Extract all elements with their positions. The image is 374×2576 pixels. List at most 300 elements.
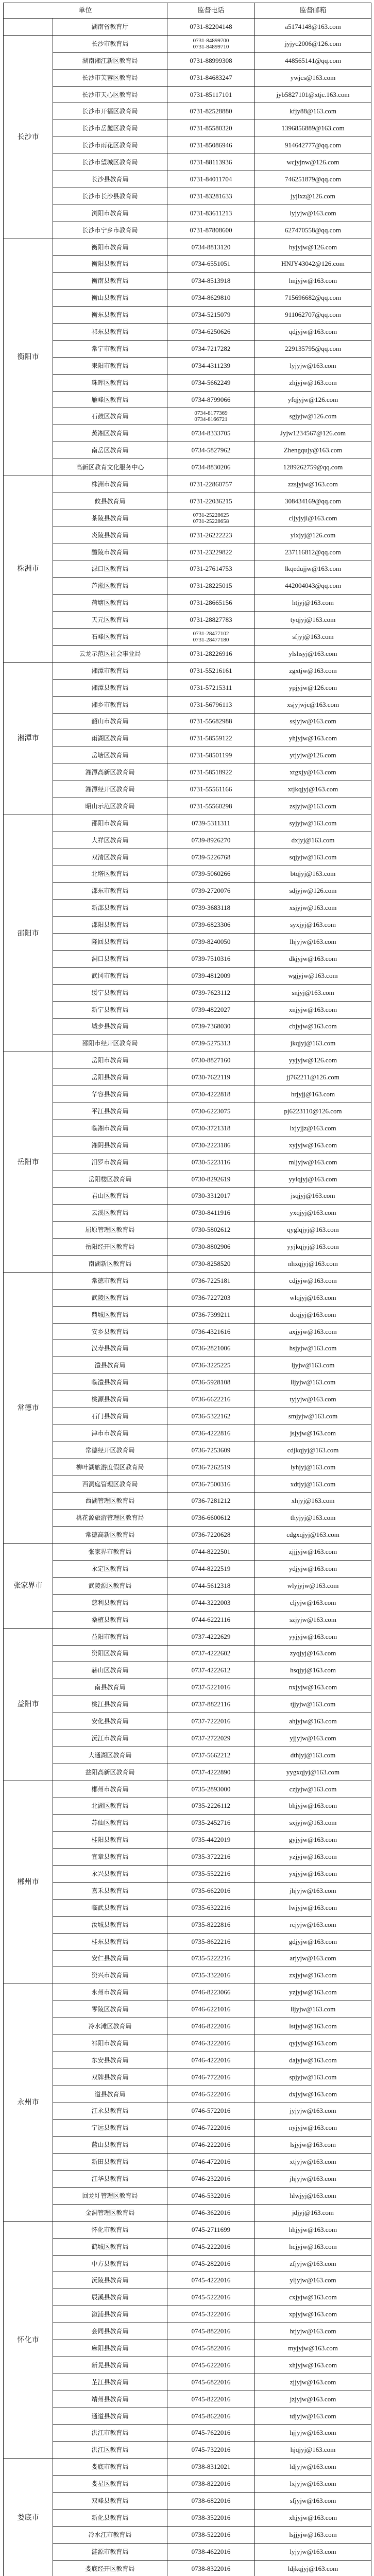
phone-cell: 0745-7622016 [167,2425,255,2442]
email-cell: zjjjyjw@163.com [255,1544,371,1561]
phone-cell: 0739-3683118 [167,900,255,917]
table-row [4,1832,371,1849]
email-cell: lsjyjw@163.com [255,2137,371,2154]
email-cell: wcjyjnw@126.com [255,154,371,171]
phone-cell: 0734-6551051 [167,256,255,273]
table-row [4,1425,371,1442]
phone-cell: 0737-5221016 [167,1679,255,1696]
table-row [4,2526,371,2543]
table-row [4,239,371,256]
email-cell: jyjyc2006@126.com [255,35,371,52]
phone-cell: 0746-3222016 [167,2035,255,2052]
table-row [4,1645,371,1662]
phone-cell: 0737-2722029 [167,1730,255,1747]
unit-cell: 洪江区教育局 [53,2442,167,2459]
phone-cell: 0739-5226768 [167,849,255,866]
email-cell: lkqedujjw@163.com [255,561,371,578]
table-row [4,2459,371,2476]
phone-cell: 0731-57215311 [167,679,255,696]
unit-cell: 桂东县教育局 [53,1933,167,1950]
email-cell: zgxtjw@163.com [255,662,371,679]
table-row [4,544,371,561]
phone-cell: 0746-5222016 [167,2086,255,2103]
unit-cell: 大通湖区教育局 [53,1747,167,1764]
supervision-contact-table [3,3,371,2576]
table-row [4,1120,371,1137]
header-email: 监督邮箱 [255,3,371,19]
unit-cell: 洞口县教育局 [53,950,167,967]
table-row [4,408,371,425]
phone-cell: 0731-22860757 [167,476,255,493]
table-row [4,154,371,171]
phone-cell: 0745-8622016 [167,2408,255,2425]
table-row [4,1916,371,1933]
email-cell: qyglqjyj@163.com [255,1222,371,1239]
phone-cell: 0731-88113936 [167,154,255,171]
unit-cell: 常宁市教育局 [53,340,167,357]
phone-cell: 0735-8622216 [167,1933,255,1950]
table-row [4,1256,371,1273]
table-row [4,1950,371,1967]
unit-cell: 湘潭市教育局 [53,662,167,679]
email-cell: wgjyjw@163.com [255,967,371,984]
unit-cell: 雨湖区教育局 [53,730,167,747]
email-cell: lyjyjw@163.com [255,357,371,374]
table-row [4,2357,371,2374]
unit-cell: 娄星区教育局 [53,2476,167,2493]
phone-cell: 0746-4722016 [167,2154,255,2171]
email-cell: 715696682@qq.com [255,290,371,307]
unit-cell: 永州市教育局 [53,1984,167,2001]
unit-cell: 渌口区教育局 [53,561,167,578]
unit-cell: 高新区教育文化服务中心 [53,459,167,476]
phone-cell: 0737-4222602 [167,1645,255,1662]
phone-cell: 0738-8222016 [167,2476,255,2493]
unit-cell: 桂阳县教育局 [53,1832,167,1849]
unit-cell: 岳阳楼区教育局 [53,1171,167,1188]
table-row [4,1933,371,1950]
unit-cell: 麻阳县教育局 [53,2340,167,2357]
unit-cell: 石门县教育局 [53,1408,167,1425]
phone-cell: 0731-83611213 [167,205,255,222]
city-cell: 株洲市 [4,476,53,663]
phone-cell: 0737-4222890 [167,1764,255,1781]
phone-cell: 0735-3322016 [167,1967,255,1984]
unit-cell: 长沙市芙蓉区教育局 [53,69,167,86]
table-row [4,2137,371,2154]
phone-cell: 0745-5222016 [167,2289,255,2306]
email-cell: xtjkqjyj@163.com [255,781,371,798]
email-cell: dxjyj@163.com [255,832,371,849]
unit-cell: 湘潭经开区教育局 [53,781,167,798]
unit-cell: 北塔区教育局 [53,866,167,883]
unit-cell: 江华县教育局 [53,2171,167,2188]
phone-cell: 0746-2322016 [167,2171,255,2188]
table-row [4,290,371,307]
unit-cell: 大祥区教育局 [53,832,167,849]
email-cell: 308434169@qq.com [255,493,371,510]
email-cell: ssjyjw@163.com [255,713,371,730]
unit-cell: 桑植县教育局 [53,1611,167,1628]
unit-cell: 隆回县教育局 [53,934,167,951]
table-row [4,510,371,527]
unit-cell: 汝城县教育局 [53,1916,167,1933]
email-cell: sfjyj@163.com [255,629,371,646]
phone-cell: 0730-8411916 [167,1205,255,1222]
city-cell: 岳阳市 [4,1052,53,1273]
email-cell: ypjyjw@126.com [255,679,371,696]
phone-cell: 0738-3522016 [167,2509,255,2526]
email-cell: myjyjw@163.com [255,2340,371,2357]
table-row [4,679,371,696]
unit-cell: 双牌县教育局 [53,2069,167,2086]
email-cell: syxjyj@163.com [255,917,371,934]
unit-cell: 慈利县教育局 [53,1594,167,1611]
email-cell: yygxqjyj@163.com [255,1764,371,1781]
phone-cell: 0736-7500316 [167,1476,255,1493]
phone-cell: 0744-3222003 [167,1594,255,1611]
phone-cell: 0734-4311239 [167,357,255,374]
phone-cell: 0730-8827160 [167,1052,255,1069]
phone-cell: 0735-6622016 [167,1882,255,1899]
unit-cell: 茶陵县教育局 [53,510,167,527]
email-cell: cbjyjw@163.com [255,1018,371,1035]
unit-cell: 长沙市雨花区教育局 [53,137,167,154]
unit-cell: 衡阳县教育局 [53,256,167,273]
email-cell: jj762211@126.com [255,1069,371,1086]
table-row [4,2001,371,2018]
unit-cell: 娄底市教育局 [53,2459,167,2476]
table-row [4,815,371,832]
table-row [4,1459,371,1476]
email-cell: yyjyjw@126.com [255,1052,371,1069]
phone-cell: 0730-3721318 [167,1120,255,1137]
table-row [4,764,371,781]
unit-cell: 北湖区教育局 [53,1798,167,1815]
table-row [4,2103,371,2120]
phone-cell: 0731-56796113 [167,696,255,713]
table-row [4,747,371,764]
email-cell: lyhjyj@163.com [255,1459,371,1476]
unit-cell: 宁远县教育局 [53,2120,167,2137]
table-row [4,171,371,188]
table-row [4,798,371,815]
phone-cell: 0738-6822016 [167,2493,255,2510]
unit-cell: 岳塘区教育局 [53,747,167,764]
phone-cell: 0731-85086946 [167,137,255,154]
phone-cell: 0731-28827783 [167,612,255,629]
email-cell: xhjyj@163.com [255,1493,371,1510]
header-phone: 监督电话 [167,3,255,19]
unit-cell: 衡东县教育局 [53,307,167,324]
email-cell: hnjyjw@163.com [255,273,371,290]
unit-cell: 新邵县教育局 [53,900,167,917]
table-row [4,2408,371,2425]
unit-cell: 西湖管理区教育局 [53,1493,167,1510]
table-row [4,1408,371,1425]
unit-cell: 汨罗市教育局 [53,1154,167,1171]
unit-cell: 耒阳市教育局 [53,357,167,374]
table-row [4,391,371,408]
phone-cell: 0738-4622016 [167,2543,255,2560]
phone-cell: 0731-84011704 [167,171,255,188]
phone-cell: 0731-55560298 [167,798,255,815]
phone-cell: 0735-8222816 [167,1916,255,1933]
unit-cell: 通道县教育局 [53,2408,167,2425]
unit-cell: 长沙市开福区教育局 [53,103,167,120]
phone-cell: 0744-8222501 [167,1544,255,1561]
unit-cell: 湖南省教育厅 [53,19,167,36]
table-row [4,713,371,730]
phone-cell: 0731-55682988 [167,713,255,730]
email-cell: cljyjyjl@163.com [255,510,371,527]
email-cell: ljyjw@163.com [255,1357,371,1374]
unit-cell: 临武县教育局 [53,1899,167,1916]
phone-cell: 0739-7368030 [167,1018,255,1035]
email-cell: jkqjyj@163.com [255,1035,371,1052]
phone-cell: 0739-8926270 [167,832,255,849]
table-row [4,1679,371,1696]
phone-cell: 0735-5222216 [167,1950,255,1967]
unit-cell: 邵阳市教育局 [53,815,167,832]
unit-cell: 冷水江市教育局 [53,2526,167,2543]
phone-cell: 0731-55216161 [167,662,255,679]
unit-cell: 张家界市教育局 [53,1544,167,1561]
email-cell: 237116812@qq.com [255,544,371,561]
unit-cell: 永定区教育局 [53,1561,167,1578]
email-cell: thyjyj@163.com [255,1510,371,1527]
table-row [4,1527,371,1544]
email-cell: lljyjw@163.com [255,1374,371,1391]
phone-cell: 0731-28225015 [167,578,255,595]
email-cell: lxjyjw@163.com [255,2476,371,2493]
table-row [4,476,371,493]
phone-cell: 0731-58559122 [167,730,255,747]
unit-cell: 岳阳经开区教育局 [53,1239,167,1256]
table-row [4,2171,371,2188]
email-cell: sfjyjw@163.com [255,2493,371,2510]
city-cell: 邵阳市 [4,815,53,1052]
unit-cell: 常德市教育局 [53,1272,167,1289]
unit-cell: 会同县教育局 [53,2323,167,2340]
unit-cell: 涟源市教育局 [53,2543,167,2560]
table-row [4,2238,371,2255]
table-row [4,1069,371,1086]
table-row [4,205,371,222]
email-cell: gdjyjw@163.com [255,1933,371,1950]
table-row [4,188,371,205]
table-row [4,2018,371,2035]
table-row [4,2442,371,2459]
unit-cell: 蓝山县教育局 [53,2137,167,2154]
phone-cell: 0731-23229822 [167,544,255,561]
table-row [4,137,371,154]
unit-cell: 石鼓区教育局 [53,408,167,425]
table-row [4,425,371,442]
table-row [4,1764,371,1781]
unit-cell: 攸县教育局 [53,493,167,510]
unit-cell: 临澧县教育局 [53,1374,167,1391]
phone-cell: 0739-5060266 [167,866,255,883]
header-unit: 单位 [4,3,167,19]
unit-cell: 资阳区教育局 [53,1645,167,1662]
table-row [4,103,371,120]
table-row [4,442,371,459]
table-row [4,1611,371,1628]
phone-cell: 0744-6222116 [167,1611,255,1628]
email-cell: xnjyjw@163.com [255,1001,371,1018]
phone-cell: 0731-26222223 [167,527,255,544]
email-cell: czjyjw@163.com [255,1781,371,1798]
unit-cell: 华容县教育局 [53,1086,167,1103]
email-cell: ylshsyj@163.com [255,645,371,662]
table-row [4,2154,371,2171]
email-cell: tdjyjw@163.com [255,2408,371,2425]
unit-cell: 平江县教育局 [53,1103,167,1120]
phone-cell: 0744-8222519 [167,1561,255,1578]
unit-cell: 雁峰区教育局 [53,391,167,408]
table-row [4,2289,371,2306]
phone-cell: 0736-5322162 [167,1408,255,1425]
table-row [4,2086,371,2103]
unit-cell: 南湖新区教育局 [53,1256,167,1273]
unit-cell: 湘阴县教育局 [53,1137,167,1154]
city-cell: 长沙市 [4,35,53,239]
table-row [4,2391,371,2408]
table-row [4,1594,371,1611]
phone-cell: 0745-7322016 [167,2442,255,2459]
phone-cell: 0746-8222016 [167,2018,255,2035]
phone-cell: 0737-5662212 [167,1747,255,1764]
unit-cell: 石峰区教育局 [53,629,167,646]
city-cell: 衡阳市 [4,239,53,476]
table-row [4,52,371,69]
unit-cell: 冷水滩区教育局 [53,2018,167,2035]
email-cell: dxjyjw@163.com [255,2086,371,2103]
unit-cell: 珠晖区教育局 [53,374,167,391]
phone-cell: 0739-4822027 [167,1001,255,1018]
email-cell: yljyjw@163.com [255,2272,371,2289]
unit-cell: 零陵区教育局 [53,2001,167,2018]
table-row [4,1103,371,1120]
unit-cell: 怀化市教育局 [53,2221,167,2238]
email-cell: lljyjw@163.com [255,2001,371,2018]
phone-cell: 0736-7399211 [167,1306,255,1323]
phone-cell: 0737-4222612 [167,1662,255,1679]
phone-cell: 0745-2222016 [167,2238,255,2255]
email-cell: yjjyjw@163.com [255,1730,371,1747]
unit-cell: 东安县教育局 [53,2052,167,2069]
email-cell: nyjyjw@163.com [255,2120,371,2137]
table-row [4,832,371,849]
email-cell: rcjyjw@163.com [255,1916,371,1933]
email-cell: cxjyjw@163.com [255,2289,371,2306]
phone-cell: 0746-6221016 [167,2001,255,2018]
table-row [4,900,371,917]
city-cell: 郴州市 [4,1781,53,1984]
phone-cell: 0731-25228625 0731-25228658 [167,510,255,527]
unit-cell: 邵阳市经开区教育局 [53,1035,167,1052]
email-cell: bhjyjw@163.com [255,1798,371,1815]
email-cell: yyjyjw@163.com [255,1628,371,1645]
email-cell: xhjyjw@163.com [255,2509,371,2526]
unit-cell: 益阳市教育局 [53,1628,167,1645]
phone-cell: 0737-4222629 [167,1628,255,1645]
phone-cell: 0745-5822016 [167,2340,255,2357]
phone-cell: 0746-8223066 [167,1984,255,2001]
phone-cell: 0731-87808600 [167,222,255,239]
phone-cell: 0734-8513918 [167,273,255,290]
city-cell: 湘潭市 [4,662,53,815]
unit-cell: 天元区教育局 [53,612,167,629]
phone-cell: 0731-84899700 0731-84899710 [167,35,255,52]
table-row [4,1713,371,1730]
unit-cell: 安化县教育局 [53,1713,167,1730]
phone-cell: 0731-28226916 [167,645,255,662]
unit-cell: 苏仙区教育局 [53,1815,167,1832]
phone-cell: 0730-8258520 [167,1256,255,1273]
table-row [4,1967,371,1984]
table-row [4,2323,371,2340]
email-cell: lsjjyjw@163.com [255,2526,371,2543]
table-row [4,1052,371,1069]
table-row [4,612,371,629]
phone-cell: 0731-88999308 [167,52,255,69]
email-cell: hsqjyj@163.com [255,1662,371,1679]
unit-cell: 新晃县教育局 [53,2357,167,2374]
email-cell: lwjyjw@163.com [255,1899,371,1916]
table-row [4,1001,371,1018]
table-row [4,1815,371,1832]
email-cell: yzjyjw@163.com [255,1984,371,2001]
phone-cell: 0730-4222818 [167,1086,255,1103]
email-cell: yyjkqjyj@163.com [255,1239,371,1256]
unit-cell: 双峰县教育局 [53,2493,167,2510]
unit-cell: 金洞管理区教育局 [53,2204,167,2221]
email-cell: zzsjyjw@163.com [255,476,371,493]
table-row [4,1205,371,1222]
email-cell: pj6223110@126.com [255,1103,371,1120]
email-cell: axjyjw@163.com [255,1323,371,1340]
table-row [4,1781,371,1798]
phone-cell: 0736-7262519 [167,1459,255,1476]
table-row [4,1730,371,1747]
unit-cell: 湘潭高新区教育局 [53,764,167,781]
email-cell: zyqjyj@163.com [255,1645,371,1662]
table-row [4,2306,371,2323]
email-cell: yhjyjw@163.com [255,730,371,747]
email-cell: tyjyjw@163.com [255,1391,371,1408]
email-cell: jsqjyj@163.com [255,1188,371,1205]
phone-cell: 0739-6823306 [167,917,255,934]
email-cell: ylxjyj@126.com [255,527,371,544]
unit-cell: 湘潭县教育局 [53,679,167,696]
phone-cell: 0734-5662249 [167,374,255,391]
table-row [4,2221,371,2238]
email-cell: hhjyjw@163.com [255,2221,371,2238]
table-row [4,2035,371,2052]
table-row [4,2493,371,2510]
email-cell: wlyjyjw@163.com [255,1577,371,1594]
email-cell: 442004043@qq.com [255,578,371,595]
table-row [4,2509,371,2526]
unit-cell: 岳阳市教育局 [53,1052,167,1069]
unit-cell: 汉寿县教育局 [53,1340,167,1357]
phone-cell: 0739-4812009 [167,967,255,984]
unit-cell: 长沙市望城区教育局 [53,154,167,171]
phone-cell: 0745-2822016 [167,2255,255,2272]
phone-cell: 0730-8802906 [167,1239,255,1256]
